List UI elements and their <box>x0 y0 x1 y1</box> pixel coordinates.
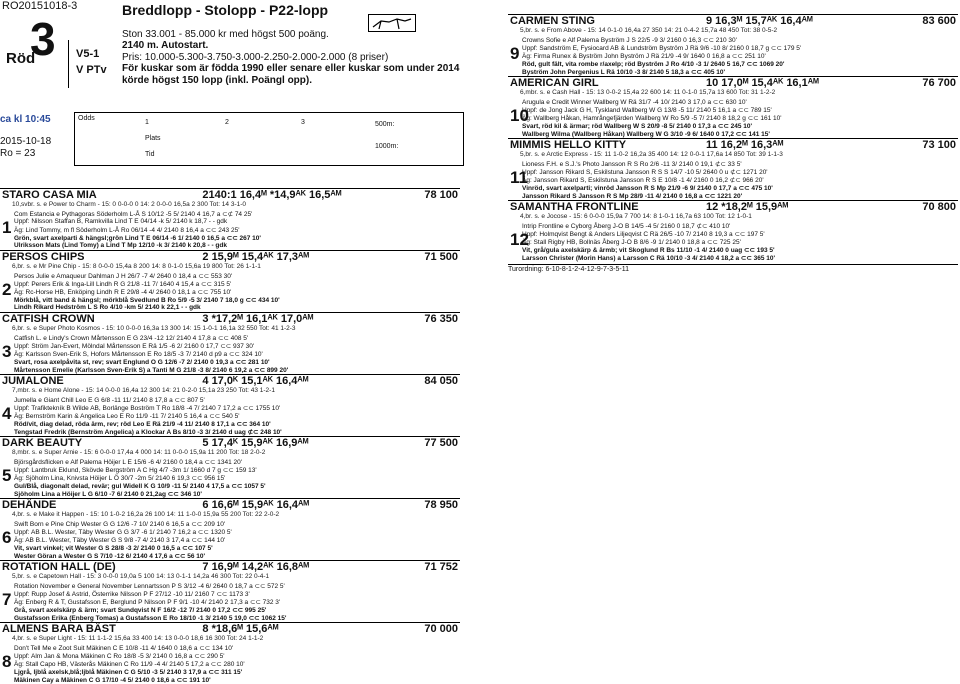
info-line: 2140 m. Autostart. <box>122 40 209 52</box>
horse-line: Uppf: Rupp Josef & Astrid, Österrike Nilsson P F 27/12 -10 11/ 2160 7 ⊂⊂ 1173 3' <box>14 591 250 598</box>
horse-header <box>0 622 460 635</box>
horse-sub: 8,mbr. s. e Super Arnie - 15: 6 0-0-0 17,4a 4 000 14: 11 0-0-0 15,9a 11 200 Tot: 18 2-0-2 <box>12 449 266 456</box>
horse-line: Don't Tell Me e Zoot Suit Mäkinen C E 10/8 -11 4/ 1640 0 18,6 a ⊂⊂ 134 10' <box>14 645 234 652</box>
horse-record: 12 *18,2ᴹ 15,9ᴬᴹ <box>706 201 789 213</box>
race-number: 3 <box>30 13 56 65</box>
horse-line: Mäkinen Cay a Mäkinen C G 17/10 -4 5/ 2140 0 18,6 a ⊂⊂ 191 10' <box>14 677 211 684</box>
horse-line: Byström John Pergenius L Rä 10/10 -3 8/ 2140 5 18,3 a ⊂⊂ 405 10' <box>522 69 726 76</box>
horse-earnings: 73 100 <box>922 139 956 151</box>
horse-line: Gustafsson Erika (Enberg Tomas) a Gustafsson E Ro 18/10 -1 3/ 2140 5 19,0 ⊂⊂ 1062 15' <box>14 615 287 622</box>
horse-line: Larsson Christer (Morin Hans) a Larsson C Rä 10/10 -3 4/ 2140 4 18,2 a ⊂⊂ 365 10' <box>522 255 776 262</box>
horse-sub: 7,mbr. s. e Home Alone - 15: 14 0-0-0 16,4a 12 300 14: 21 0-2-0 15,1a 23 250 Tot: 43 1-2-1 <box>12 387 275 394</box>
horse-line: Äg: Jansson Rikard S, Eskilstuna Jansson R S E 10/8 -1 4/ 2160 0 16,2 ⊄⊂ 966 20' <box>522 177 764 184</box>
horse-line: Mörkblå, vitt band & hängsl; mörkblå Svedlund B Ro 5/9 -5 3/ 2140 7 18,0 g ⊂⊂ 434 10' <box>14 297 280 304</box>
start-number: 2 <box>2 280 12 299</box>
game-line-1: V5-1 <box>76 48 100 60</box>
horse-name: AMERICAN GIRL <box>510 77 599 89</box>
horse-line: Jansson Rikard S Jansson R S Mp 28/9 -11 4/ 2140 0 16,8 a ⊂⊂ 1221 20' <box>522 193 743 200</box>
horse-line: Vit, grå/gula axelskärp & ärmb; vit Skoglund R Bs 11/10 -1 4/ 2140 0 uag ⊂⊂ 193 5' <box>522 247 775 254</box>
horse-line: Uppf: Sandström E, Fysiocard AB & Lundström Byström J Rä 9/6 -10 8/ 2160 0 18,7 g ⊂⊂ 179 5' <box>522 45 802 52</box>
race-date: 2015-10-18 <box>0 136 52 147</box>
horse-earnings: 83 600 <box>922 15 956 27</box>
horse-header <box>0 312 460 325</box>
horse-line: Wester Göran a Wester G S 7/10 -12 6/ 2140 4 17,6 a ⊂⊂ 56 10' <box>14 553 206 560</box>
horse-line: Persos Julie e Amaqueur Dahlman J H 26/7 -7 4/ 2640 0 18,4 a ⊂⊂ 553 30' <box>14 273 233 280</box>
start-time-box <box>0 114 70 160</box>
horse-line: Svart, röd kil & ärmar; röd Wallberg W S 20/9 -8 5/ 2140 0 17,3 a ⊂⊂ 245 10' <box>522 123 753 130</box>
tid-label: Tid <box>145 151 155 158</box>
horse-line: Svart, rosa axelpåvita st, rev; svart Englund O G 12/6 -7 2/ 2140 0 19,3 a ⊂⊂ 281 10' <box>14 359 270 366</box>
horse-name: ALMENS BARA BÄST <box>2 623 116 635</box>
horse-line: Uppf: Jansson Rikard S, Eskilstuna Jansson R S S 14/7 -10 5/ 2640 0 u ⊄⊂ 1271 20' <box>522 169 768 176</box>
horse-line: Uppf: Ström Jan-Evert, Mölndal Mårtensson E Rä 1/5 -6 2/ 2160 0 17,7 ⊂⊂ 937 30' <box>14 343 255 350</box>
horse-entry <box>508 200 958 262</box>
odds-box <box>74 112 464 166</box>
start-number: 1 <box>2 218 12 237</box>
horse-earnings: 78 100 <box>424 189 458 201</box>
start-number: 12 <box>510 230 529 249</box>
horse-header <box>508 14 958 27</box>
horse-line: Uppf: Nilsson Staffan B, Ramkvilla Lind T E 04/14 -k 5/ 2140 k 18,7 - - gdk <box>14 218 228 225</box>
horse-earnings: 70 800 <box>922 201 956 213</box>
horse-record: 10 17,0ᴹ 15,4ᴬᴷ 16,1ᴬᴹ <box>706 77 819 89</box>
horse-line: Grå, svart axelskärp & ärm; svart Sundqvist N F 16/2 -12 7/ 2140 0 17,2 ⊂⊂ 995 25' <box>14 607 267 614</box>
left-column <box>0 188 460 684</box>
horse-line: Ulriksson Mats (Lind Tomy) a Lind T Mp 12/10 -k 3/ 2140 k 20,8 - - gdk <box>14 242 227 249</box>
horse-line: Röd/vit, diag delad, röda ärm, rev; röd Leo E Rä 21/9 -4 11/ 2140 8 17,1 a ⊂⊂ 364 10' <box>14 421 271 428</box>
horse-line: Äg: Sjöholm Lina, Knivsta Höijer L Ö 30/7 -2m 5/ 2140 6 19,3 ⊂⊂ 956 15' <box>14 475 226 482</box>
horse-line: Äg: AB B.L. Wester, Täby Wester G S 9/8 -7 4/ 2140 3 17,4 a ⊂⊂ 144 10' <box>14 537 226 544</box>
horse-header <box>0 250 460 263</box>
horse-line: Äg: Lind Tommy, m fl Söderholm L-Å Ro 06/14 -4 4/ 2140 8 16,4 a ⊂⊂ 243 25' <box>14 227 240 234</box>
horse-line: Äg: Enberg R & T, Gustafsson E, Berglund P Nilsson P F 9/1 -10 4/ 2140 2 17,3 a ⊂⊂ 732 3' <box>14 599 281 606</box>
horse-line: Äg: Wallberg Håkan, Hamrångefjärden Wallberg W Ro 5/9 -5 7/ 2140 8 18,2 g ⊂⊂ 161 10' <box>522 115 782 122</box>
horse-earnings: 71 752 <box>424 561 458 573</box>
horse-record: 9 16,3ᴹ 15,7ᴬᴷ 16,4ᴬᴹ <box>706 15 813 27</box>
horse-line: Äg: Firma Runex & Byström John Byström J Rä 21/9 -4 9/ 1640 0 16,8 a ⊂⊂ 251 10' <box>522 53 766 60</box>
horse-line: Intrip Frontline e Cyborg Åberg J-O B 14/5 -4 5/ 2160 0 18,7 ⊄⊂ 410 10' <box>522 223 731 230</box>
horse-line: Grön, svart axelparti & hängsl;grön Lind T E 06/14 -6 1/ 2140 0 16,5 a ⊂⊂ 267 10' <box>14 235 261 242</box>
horse-entry <box>508 14 958 76</box>
horse-name: SAMANTHA FRONTLINE <box>510 201 639 213</box>
header-divider <box>68 40 69 88</box>
horse-line: Wallberg Wilma (Wallberg Håkan) Wallberg W G 3/10 -9 6/ 1640 0 17,2 ⊂⊂ 141 15' <box>522 131 770 138</box>
horse-name: STARO CASA MIA <box>2 189 97 201</box>
horse-entry <box>0 436 460 498</box>
horse-line: Uppf: de Jong Jack G H, Tyskland Wallberg W G 13/8 -5 11/ 2140 5 16,1 a ⊂⊂ 789 15' <box>522 107 772 114</box>
start-number: 9 <box>510 44 520 63</box>
turordning: Turordning: 6-10-8-1-2-4-12-9-7-3-5-11 <box>508 264 958 273</box>
horse-entry <box>0 188 460 250</box>
horse-line: Lindh Rikard Hedström L S Ro 4/10 -km 5/ 2140 k 22,1 - - gdk <box>14 304 201 311</box>
start-number: 11 <box>510 168 528 187</box>
horse-entry <box>508 76 958 138</box>
horse-line: Röd, gult fält, vita rombe r/axelp; röd Byström J Ro 4/10 -3 1/ 2640 5 16,7 ⊂⊂ 1069 20' <box>522 61 785 68</box>
horse-entry <box>508 138 958 200</box>
horse-line: Sjöholm Lina a Höijer L G 6/10 -7 6/ 2140 0 21,2ag ⊂⊂ 346 10' <box>14 491 202 498</box>
horse-line: Mårtensson Emelie (Karlsson Sven-Erik S) a Tanti M G 21/8 -3 8/ 2140 6 19,2 a ⊂⊂ 899 20' <box>14 367 289 374</box>
horse-line: Tengstad Fredrik (Bernström Angelica) a Klockar A Bs 8/10 -3 3/ 2140 d uag ⊄⊂ 248 10' <box>14 429 282 436</box>
horse-line: Lioness F.H. e S.J.'s Photo Jansson R S Ro 2/6 -11 3/ 2140 0 19,1 ⊄⊂ 33 5' <box>522 161 742 168</box>
horse-name: DEHÄNDE <box>2 499 57 511</box>
horse-line: Swift Born e Pine Chip Wester G G 12/6 -7 10/ 2140 6 16,5 a ⊂⊂ 209 10' <box>14 521 226 528</box>
start-time: ca kl 10:45 <box>0 114 51 125</box>
start-number: 10 <box>510 106 529 125</box>
horse-earnings: 76 350 <box>424 313 458 325</box>
start-number: 3 <box>2 342 12 361</box>
info-line: körde högst 150 lopp (inkl. Poängl opp). <box>122 74 313 86</box>
plats-label: Plats <box>145 135 161 142</box>
start-number: 6 <box>2 528 12 547</box>
start-number: 5 <box>2 466 12 485</box>
horse-line: Crowns Sofie e Alf Palema Byström J S 22/5 -9 3/ 2160 0 16,3 ⊂⊂ 210 30' <box>522 37 737 44</box>
horse-line: Uppf: Holmqvist Bengt & Anders Liljeqvist C Rä 26/5 -10 7/ 2140 8 19,3 a ⊂⊂ 197 5' <box>522 231 765 238</box>
start-number: 8 <box>2 652 12 671</box>
horse-line: Ljgrå, ljblå axelsk,blå;ljblå Mäkinen C G 5/10 -3 5/ 2140 3 17,9 a ⊂⊂ 311 15' <box>14 669 243 676</box>
horse-line: Arugula e Credit Winner Wallberg W Rä 31/7 -4 10/ 2140 3 17,0 a ⊂⊂ 630 10' <box>522 99 747 106</box>
race-info <box>122 29 459 86</box>
info-line: För kuskar som är födda 1990 eller senare eller kuskar som under 2014 <box>122 63 460 75</box>
horse-line: Uppf: Perers Erik & Inga-Lill Lindh R G 21/8 -11 7/ 1640 4 15,4 a ⊂⊂ 315 5' <box>14 281 232 288</box>
horse-record: 2140:1 16,4ᴹ *14,9ᴬᴷ 16,5ᴬᴹ <box>202 189 342 201</box>
horse-header <box>0 498 460 511</box>
horse-line: Äg: Karlsson Sven-Erik S, Hofors Mårtensson E Ro 18/5 -3 7/ 2140 d p9 a ⊂⊂ 324 10' <box>14 351 263 358</box>
right-column <box>508 14 958 273</box>
odds-col-2: 2 <box>225 119 229 126</box>
horse-entry <box>0 250 460 312</box>
horse-sub: 6,br. s. e Mr Pine Chip - 15: 8 0-0-0 15,4a 8 200 14: 8 0-1-0 15,6a 19 800 Tot: 26 1-1-1 <box>12 263 261 270</box>
horse-name: JUMALONE <box>2 375 64 387</box>
horse-earnings: 84 050 <box>424 375 458 387</box>
m1000-label: 1000m: <box>375 143 399 150</box>
horse-record: 11 16,2ᴹ 16,3ᴬᴹ <box>706 139 784 151</box>
horse-line: Äg: Rc-Horse HB, Enköping Lindh R E 29/8 -4 4/ 2640 0 18,1 a ⊂⊂ 755 10' <box>14 289 232 296</box>
game-line-2: V PTv <box>76 64 107 76</box>
horse-line: Äg: Bernström Karin & Angelica Leo E Ro 11/9 -11 7/ 2140 5 16,4 a ⊂⊂ 540 5' <box>14 413 240 420</box>
horse-record: 3 *17,2ᴹ 16,1ᴬᴷ 17,0ᴬᴹ <box>202 313 314 325</box>
horse-header <box>508 200 958 213</box>
horse-line: Gul/Blå, diagonalt delad, revär; gul Widell K G 10/9 -11 5/ 2140 4 17,5 a ⊂⊂ 1057 5' <box>14 483 266 490</box>
horse-header <box>0 188 460 201</box>
m500-label: 500m: <box>375 121 395 128</box>
horse-sub: 4,br. s. e Jocose - 15: 6 0-0-0 15,9a 7 700 14: 8 1-0-1 16,7a 63 100 Tot: 12 1-0-1 <box>520 213 752 220</box>
race-title: Breddlopp - Stolopp - P22-lopp <box>122 2 329 18</box>
horse-line: Äg: Stall Capo HB, Västerås Mäkinen C Ro 11/9 -4 4/ 2140 5 17,2 a ⊂⊂ 280 10' <box>14 661 245 668</box>
horse-record: 2 15,9ᴹ 15,4ᴬᴷ 17,3ᴬᴹ <box>202 251 310 263</box>
horse-name: MIMMIS HELLO KITTY <box>510 139 627 151</box>
horse-entry <box>0 374 460 436</box>
odds-col-1: 1 <box>145 119 149 126</box>
odds-col-3: 3 <box>301 119 305 126</box>
horse-line: Björsgårdsflicken e Alf Palema Höijer L E 15/6 -6 4/ 2160 0 18,4 a ⊂⊂ 1341 20' <box>14 459 242 466</box>
game-type <box>76 46 107 78</box>
horse-name: CATFISH CROWN <box>2 313 95 325</box>
horse-line: Rotation November e General November Lennartsson P S 3/12 -4 6/ 2640 0 18,7 a ⊂⊂ 572 5' <box>14 583 285 590</box>
race-id: RO20151018-3 <box>2 0 78 12</box>
horse-header <box>508 76 958 89</box>
horse-name: DARK BEAUTY <box>2 437 83 449</box>
horse-line: Vinröd, svart axelparti; vinröd Jansson R S Mp 21/9 -6 9/ 2140 0 17,7 a ⊂⊂ 475 10' <box>522 185 773 192</box>
horse-line: Äg: Stall Rigby HB, Bollnäs Åberg J-O B 8/6 -9 1/ 2140 0 18,8 a ⊂⊂ 725 25' <box>522 239 741 246</box>
horse-header <box>0 436 460 449</box>
horse-name: PERSOS CHIPS <box>2 251 85 263</box>
horse-entry <box>0 560 460 622</box>
horse-sub: 6,br. s. e Super Photo Kosmos - 15: 10 0-0-0 16,3a 13 300 14: 15 1-0-1 16,1a 32 550 Tot: 41 1-2-3 <box>12 325 296 332</box>
horse-header <box>0 374 460 387</box>
horse-sub: 4,br. s. e Make it Happen - 15: 10 1-0-2 16,2a 26 100 14: 11 1-0-0 15,9a 55 200 Tot: 22 2-0-2 <box>12 511 280 518</box>
horse-line: Com Estancia e Pythagoras Söderholm L-Å S 10/12 -5 5/ 2140 4 16,7 a ⊂⊄ 74 25' <box>14 211 253 218</box>
horse-earnings: 78 950 <box>424 499 458 511</box>
horse-earnings: 70 000 <box>424 623 458 635</box>
horse-earnings: 71 500 <box>424 251 458 263</box>
horse-entry <box>0 498 460 560</box>
horse-sub: 6,mbr. s. e Cash Hall - 15: 13 0-0-2 15,4a 22 600 14: 11 0-1-0 15,7a 13 600 Tot: 31 1-2-2 <box>520 89 776 96</box>
horse-earnings: 76 700 <box>922 77 956 89</box>
horse-sub: 5,br. s. e Capetown Hall - 15: 3 0-0-0 19,0a 5 100 14: 13 0-1-1 14,2a 46 300 Tot: 22 0-4-1 <box>12 573 270 580</box>
horse-line: Catfish L. e Lindy's Crown Mårtensson E G 23/4 -12 12/ 2140 4 17,8 a ⊂⊂ 408 5' <box>14 335 249 342</box>
horse-entry <box>0 622 460 684</box>
horse-name: ROTATION HALL (DE) <box>2 561 116 573</box>
start-number: 7 <box>2 590 12 609</box>
start-number: 4 <box>2 404 12 423</box>
bank-name: Röd <box>6 50 36 67</box>
horse-name: CARMEN STING <box>510 15 595 27</box>
odds-label: Odds <box>78 115 95 122</box>
info-line: Ston 33.001 - 85.000 kr med högst 500 poäng. <box>122 29 329 40</box>
horse-line: Uppf: Trafiktekník B Wilde AB, Borlänge Boström T Ro 18/8 -4 7/ 2140 7 17,2 a ⊂⊂ 1755 10' <box>14 405 281 412</box>
horse-record: 5 17,4ᴷ 15,9ᴬᴷ 16,9ᴬᴹ <box>202 437 309 449</box>
race-ro: Ro = 23 <box>0 148 36 159</box>
info-line: Pris: 10.000-5.300-3.750-3.000-2.250-2.000-2.000 (8 priser) <box>122 51 389 63</box>
horse-header <box>0 560 460 573</box>
horse-entry <box>0 312 460 374</box>
horse-line: Vit, svart vinkel; vit Wester G S 28/8 -3 2/ 2140 0 16,5 a ⊂⊂ 107 5' <box>14 545 213 552</box>
horse-header <box>508 138 958 151</box>
horse-earnings: 77 500 <box>424 437 458 449</box>
horse-line: Jumella e Giant Chill Leo E G 6/8 -11 11/ 2140 8 17,8 a ⊂⊂ 807 5' <box>14 397 205 404</box>
horse-line: Uppf: Alm Jan & Mona Mäkinen C Ro 18/8 -5 3/ 2140 0 16,8 a ⊂⊂ 290 5' <box>14 653 225 660</box>
horse-line: Uppf: Lantbruk Eklund, Skövde Bergström A C Hg 4/7 -3m 1/ 1660 d 7 g ⊂⊂ 159 13' <box>14 467 257 474</box>
horse-record: 7 16,9ᴹ 14,2ᴬᴷ 16,8ᴬᴹ <box>202 561 310 573</box>
horse-sub: 5,br. s. e Arctic Express - 15: 11 1-0-2 16,2a 35 400 14: 12 0-0-1 17,6a 14 850 Tot: 39 1-1-3 <box>520 151 783 158</box>
horse-sub: 10,svbr. s. e Power to Charm - 15: 0 0-0-0 0 14: 2 0-0-0 16,5a 2 300 Tot: 14 3-1-0 <box>12 201 247 208</box>
horse-line: Uppf: AB B.L. Wester, Täby Wester G G 3/7 -6 1/ 2140 7 16,2 a ⊂⊂ 1320 5' <box>14 529 232 536</box>
horse-sub: 4,br. s. e Super Light - 15: 11 1-1-2 15,6a 33 400 14: 13 0-0-0 18,6 16 300 Tot: 24 1-1-2 <box>12 635 264 642</box>
horse-sub: 5,br. s. e From Above - 15: 14 0-1-0 16,4a 27 350 14: 21 0-4-2 15,7a 48 450 Tot: 38 0-5-2 <box>520 27 778 34</box>
horse-record: 6 16,6ᴹ 15,9ᴬᴷ 16,4ᴬᴹ <box>202 499 310 511</box>
horse-record: 8 *18,6ᴹ 15,6ᴬᴹ <box>202 623 279 635</box>
horse-record: 4 17,0ᴷ 15,1ᴬᴷ 16,4ᴬᴹ <box>202 375 309 387</box>
